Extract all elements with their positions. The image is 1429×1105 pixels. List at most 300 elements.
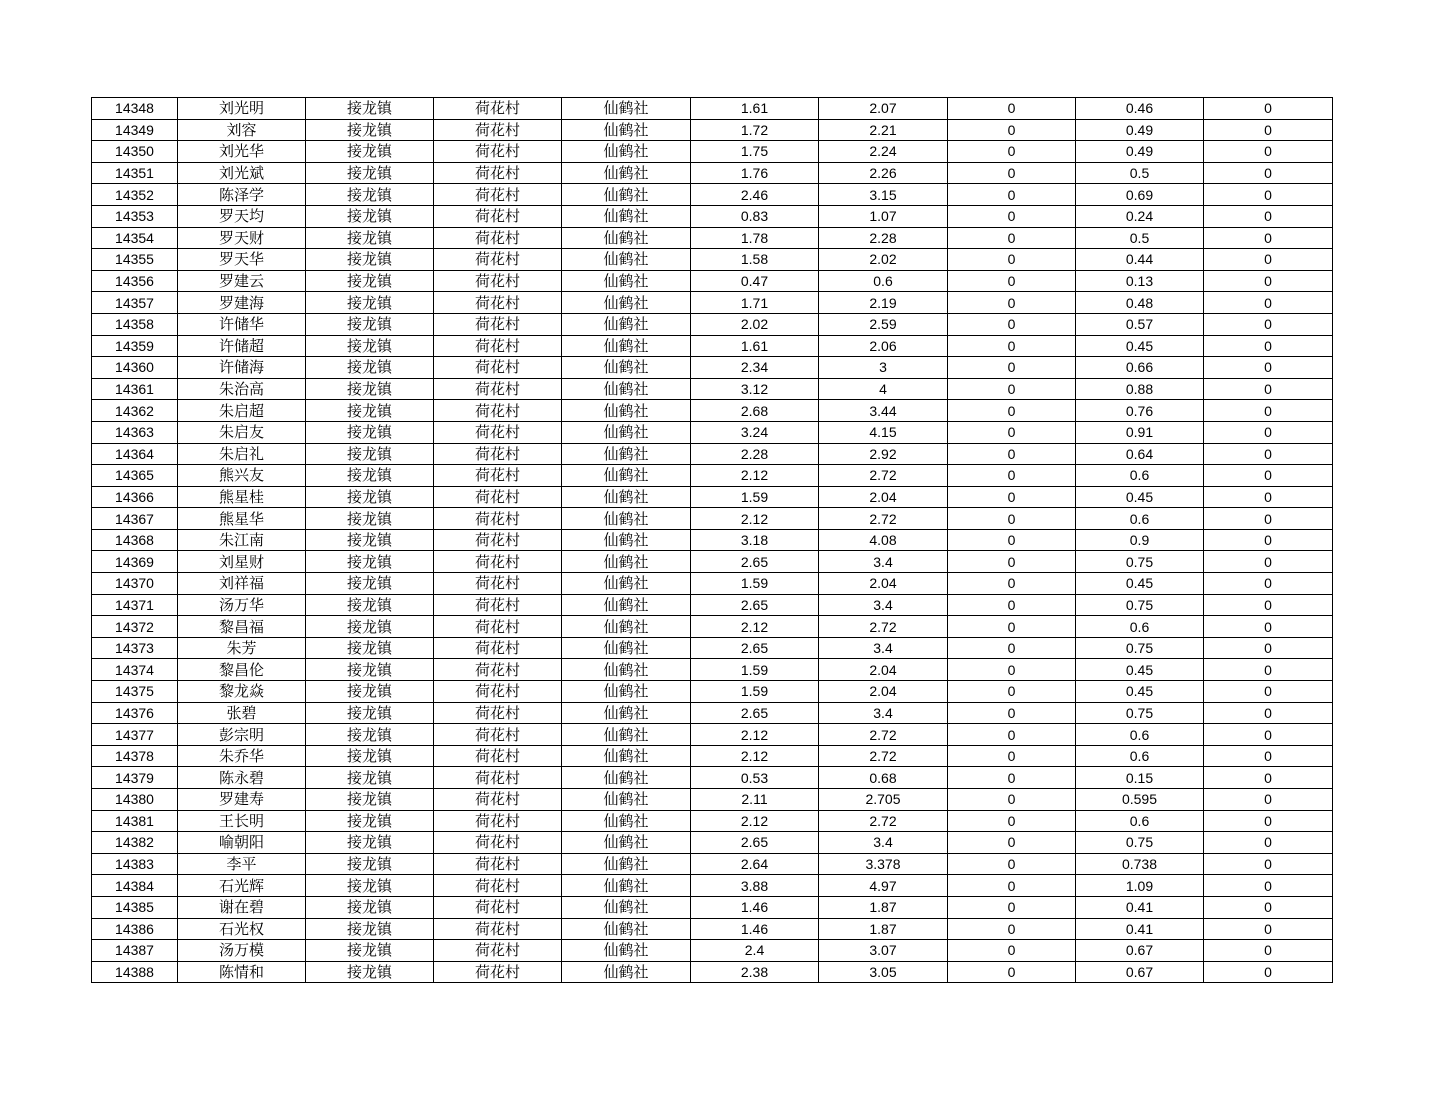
- town-cell: 接龙镇: [306, 421, 434, 443]
- value4-cell: 0.41: [1076, 918, 1204, 940]
- town-cell: 接龙镇: [306, 789, 434, 811]
- village-cell: 荷花村: [434, 313, 562, 335]
- value5-cell: 0: [1204, 961, 1333, 983]
- value2-cell: 2.04: [819, 659, 948, 681]
- village-cell: 荷花村: [434, 745, 562, 767]
- community-cell: 仙鹤社: [562, 940, 691, 962]
- name-cell: 熊星华: [178, 508, 306, 530]
- town-cell: 接龙镇: [306, 875, 434, 897]
- value3-cell: 0: [948, 313, 1076, 335]
- name-cell: 罗建寿: [178, 789, 306, 811]
- value2-cell: 4.08: [819, 529, 948, 551]
- table-row: [92, 637, 1333, 659]
- community-cell: 仙鹤社: [562, 486, 691, 508]
- village-cell: 荷花村: [434, 940, 562, 962]
- community-cell: 仙鹤社: [562, 659, 691, 681]
- town-cell: 接龙镇: [306, 162, 434, 184]
- community-cell: 仙鹤社: [562, 335, 691, 357]
- value5-cell: 0: [1204, 378, 1333, 400]
- value4-cell: 0.5: [1076, 162, 1204, 184]
- value3-cell: 0: [948, 573, 1076, 595]
- id-cell: 14361: [92, 378, 178, 400]
- value1-cell: 2.65: [691, 702, 819, 724]
- id-cell: 14372: [92, 616, 178, 638]
- table-row: [92, 508, 1333, 530]
- value4-cell: 0.45: [1076, 573, 1204, 595]
- value3-cell: 0: [948, 853, 1076, 875]
- value3-cell: 0: [948, 551, 1076, 573]
- table-row: [92, 270, 1333, 292]
- value1-cell: 2.65: [691, 637, 819, 659]
- value4-cell: 0.48: [1076, 292, 1204, 314]
- community-cell: 仙鹤社: [562, 810, 691, 832]
- id-cell: 14356: [92, 270, 178, 292]
- value5-cell: 0: [1204, 745, 1333, 767]
- value3-cell: 0: [948, 681, 1076, 703]
- id-cell: 14353: [92, 205, 178, 227]
- community-cell: 仙鹤社: [562, 594, 691, 616]
- value3-cell: 0: [948, 98, 1076, 120]
- value4-cell: 0.6: [1076, 810, 1204, 832]
- table-row: [92, 378, 1333, 400]
- value3-cell: 0: [948, 616, 1076, 638]
- village-cell: 荷花村: [434, 702, 562, 724]
- table-row: [92, 724, 1333, 746]
- value1-cell: 1.61: [691, 98, 819, 120]
- value5-cell: 0: [1204, 292, 1333, 314]
- value2-cell: 2.19: [819, 292, 948, 314]
- value4-cell: 0.57: [1076, 313, 1204, 335]
- town-cell: 接龙镇: [306, 249, 434, 271]
- value2-cell: 2.04: [819, 681, 948, 703]
- value4-cell: 0.6: [1076, 745, 1204, 767]
- value3-cell: 0: [948, 637, 1076, 659]
- value5-cell: 0: [1204, 789, 1333, 811]
- community-cell: 仙鹤社: [562, 357, 691, 379]
- value3-cell: 0: [948, 810, 1076, 832]
- value5-cell: 0: [1204, 637, 1333, 659]
- name-cell: 朱启礼: [178, 443, 306, 465]
- name-cell: 石光权: [178, 918, 306, 940]
- town-cell: 接龙镇: [306, 659, 434, 681]
- value5-cell: 0: [1204, 918, 1333, 940]
- id-cell: 14367: [92, 508, 178, 530]
- id-cell: 14373: [92, 637, 178, 659]
- community-cell: 仙鹤社: [562, 378, 691, 400]
- value5-cell: 0: [1204, 465, 1333, 487]
- value1-cell: 1.59: [691, 681, 819, 703]
- value4-cell: 0.76: [1076, 400, 1204, 422]
- value1-cell: 1.59: [691, 573, 819, 595]
- value3-cell: 0: [948, 508, 1076, 530]
- town-cell: 接龙镇: [306, 745, 434, 767]
- name-cell: 刘容: [178, 119, 306, 141]
- community-cell: 仙鹤社: [562, 637, 691, 659]
- id-cell: 14387: [92, 940, 178, 962]
- value2-cell: 2.07: [819, 98, 948, 120]
- table-row: [92, 875, 1333, 897]
- town-cell: 接龙镇: [306, 119, 434, 141]
- town-cell: 接龙镇: [306, 853, 434, 875]
- value2-cell: 3.4: [819, 702, 948, 724]
- table-row: [92, 896, 1333, 918]
- id-cell: 14388: [92, 961, 178, 983]
- table-row: [92, 292, 1333, 314]
- value2-cell: 2.705: [819, 789, 948, 811]
- id-cell: 14358: [92, 313, 178, 335]
- value2-cell: 2.72: [819, 724, 948, 746]
- id-cell: 14383: [92, 853, 178, 875]
- community-cell: 仙鹤社: [562, 832, 691, 854]
- name-cell: 刘祥福: [178, 573, 306, 595]
- town-cell: 接龙镇: [306, 292, 434, 314]
- value2-cell: 2.21: [819, 119, 948, 141]
- village-cell: 荷花村: [434, 184, 562, 206]
- id-cell: 14369: [92, 551, 178, 573]
- value5-cell: 0: [1204, 594, 1333, 616]
- name-cell: 黎龙焱: [178, 681, 306, 703]
- value5-cell: 0: [1204, 184, 1333, 206]
- value1-cell: 2.12: [691, 745, 819, 767]
- table-row: [92, 832, 1333, 854]
- village-cell: 荷花村: [434, 659, 562, 681]
- community-cell: 仙鹤社: [562, 745, 691, 767]
- value1-cell: 1.71: [691, 292, 819, 314]
- name-cell: 汤万华: [178, 594, 306, 616]
- value2-cell: 0.68: [819, 767, 948, 789]
- value5-cell: 0: [1204, 832, 1333, 854]
- town-cell: 接龙镇: [306, 184, 434, 206]
- value1-cell: 2.28: [691, 443, 819, 465]
- town-cell: 接龙镇: [306, 551, 434, 573]
- name-cell: 朱启超: [178, 400, 306, 422]
- town-cell: 接龙镇: [306, 486, 434, 508]
- name-cell: 熊星桂: [178, 486, 306, 508]
- community-cell: 仙鹤社: [562, 853, 691, 875]
- community-cell: 仙鹤社: [562, 702, 691, 724]
- value1-cell: 2.65: [691, 594, 819, 616]
- value4-cell: 0.45: [1076, 659, 1204, 681]
- value5-cell: 0: [1204, 357, 1333, 379]
- id-cell: 14375: [92, 681, 178, 703]
- table-row: [92, 551, 1333, 573]
- value3-cell: 0: [948, 357, 1076, 379]
- table-row: [92, 918, 1333, 940]
- value5-cell: 0: [1204, 335, 1333, 357]
- village-cell: 荷花村: [434, 529, 562, 551]
- value2-cell: 2.59: [819, 313, 948, 335]
- value1-cell: 0.53: [691, 767, 819, 789]
- town-cell: 接龙镇: [306, 702, 434, 724]
- value1-cell: 1.46: [691, 918, 819, 940]
- value4-cell: 0.45: [1076, 335, 1204, 357]
- community-cell: 仙鹤社: [562, 465, 691, 487]
- value2-cell: 3.07: [819, 940, 948, 962]
- value4-cell: 0.75: [1076, 702, 1204, 724]
- id-cell: 14377: [92, 724, 178, 746]
- value3-cell: 0: [948, 789, 1076, 811]
- value1-cell: 3.24: [691, 421, 819, 443]
- value4-cell: 0.595: [1076, 789, 1204, 811]
- value5-cell: 0: [1204, 249, 1333, 271]
- value3-cell: 0: [948, 486, 1076, 508]
- table-row: [92, 313, 1333, 335]
- table-row: [92, 745, 1333, 767]
- value5-cell: 0: [1204, 141, 1333, 163]
- town-cell: 接龙镇: [306, 573, 434, 595]
- value5-cell: 0: [1204, 270, 1333, 292]
- name-cell: 刘星财: [178, 551, 306, 573]
- village-cell: 荷花村: [434, 421, 562, 443]
- town-cell: 接龙镇: [306, 141, 434, 163]
- town-cell: 接龙镇: [306, 832, 434, 854]
- village-cell: 荷花村: [434, 832, 562, 854]
- id-cell: 14378: [92, 745, 178, 767]
- village-cell: 荷花村: [434, 400, 562, 422]
- village-cell: 荷花村: [434, 249, 562, 271]
- town-cell: 接龙镇: [306, 313, 434, 335]
- value3-cell: 0: [948, 205, 1076, 227]
- value4-cell: 0.41: [1076, 896, 1204, 918]
- id-cell: 14360: [92, 357, 178, 379]
- table-row: [92, 465, 1333, 487]
- name-cell: 刘光斌: [178, 162, 306, 184]
- id-cell: 14366: [92, 486, 178, 508]
- value2-cell: 1.87: [819, 918, 948, 940]
- value3-cell: 0: [948, 378, 1076, 400]
- value2-cell: 4.15: [819, 421, 948, 443]
- id-cell: 14354: [92, 227, 178, 249]
- name-cell: 朱乔华: [178, 745, 306, 767]
- id-cell: 14355: [92, 249, 178, 271]
- value1-cell: 1.59: [691, 659, 819, 681]
- village-cell: 荷花村: [434, 378, 562, 400]
- community-cell: 仙鹤社: [562, 681, 691, 703]
- value5-cell: 0: [1204, 98, 1333, 120]
- value4-cell: 0.67: [1076, 940, 1204, 962]
- name-cell: 朱江南: [178, 529, 306, 551]
- value5-cell: 0: [1204, 162, 1333, 184]
- value4-cell: 0.91: [1076, 421, 1204, 443]
- table-row: [92, 529, 1333, 551]
- community-cell: 仙鹤社: [562, 400, 691, 422]
- id-cell: 14363: [92, 421, 178, 443]
- id-cell: 14352: [92, 184, 178, 206]
- value2-cell: 3.05: [819, 961, 948, 983]
- community-cell: 仙鹤社: [562, 249, 691, 271]
- value5-cell: 0: [1204, 529, 1333, 551]
- value2-cell: 0.6: [819, 270, 948, 292]
- name-cell: 喻朝阳: [178, 832, 306, 854]
- name-cell: 罗天华: [178, 249, 306, 271]
- value1-cell: 2.11: [691, 789, 819, 811]
- value3-cell: 0: [948, 594, 1076, 616]
- community-cell: 仙鹤社: [562, 875, 691, 897]
- village-cell: 荷花村: [434, 918, 562, 940]
- village-cell: 荷花村: [434, 681, 562, 703]
- value2-cell: 3.378: [819, 853, 948, 875]
- name-cell: 刘光华: [178, 141, 306, 163]
- value4-cell: 0.46: [1076, 98, 1204, 120]
- table-row: [92, 400, 1333, 422]
- id-cell: 14359: [92, 335, 178, 357]
- value3-cell: 0: [948, 443, 1076, 465]
- value4-cell: 0.66: [1076, 357, 1204, 379]
- table-row: [92, 789, 1333, 811]
- value1-cell: 2.02: [691, 313, 819, 335]
- value4-cell: 0.45: [1076, 486, 1204, 508]
- name-cell: 李平: [178, 853, 306, 875]
- value2-cell: 3.44: [819, 400, 948, 422]
- table-row: [92, 659, 1333, 681]
- value4-cell: 0.6: [1076, 465, 1204, 487]
- value1-cell: 2.38: [691, 961, 819, 983]
- village-cell: 荷花村: [434, 227, 562, 249]
- community-cell: 仙鹤社: [562, 551, 691, 573]
- value4-cell: 0.69: [1076, 184, 1204, 206]
- value3-cell: 0: [948, 659, 1076, 681]
- value3-cell: 0: [948, 292, 1076, 314]
- value3-cell: 0: [948, 400, 1076, 422]
- value1-cell: 1.78: [691, 227, 819, 249]
- community-cell: 仙鹤社: [562, 162, 691, 184]
- value5-cell: 0: [1204, 616, 1333, 638]
- community-cell: 仙鹤社: [562, 443, 691, 465]
- table-row: [92, 421, 1333, 443]
- value3-cell: 0: [948, 227, 1076, 249]
- table-row: [92, 853, 1333, 875]
- value2-cell: 2.72: [819, 810, 948, 832]
- value2-cell: 4: [819, 378, 948, 400]
- id-cell: 14385: [92, 896, 178, 918]
- value4-cell: 0.88: [1076, 378, 1204, 400]
- name-cell: 罗天财: [178, 227, 306, 249]
- name-cell: 黎昌伦: [178, 659, 306, 681]
- village-cell: 荷花村: [434, 875, 562, 897]
- id-cell: 14349: [92, 119, 178, 141]
- name-cell: 许储海: [178, 357, 306, 379]
- town-cell: 接龙镇: [306, 681, 434, 703]
- town-cell: 接龙镇: [306, 810, 434, 832]
- value2-cell: 2.92: [819, 443, 948, 465]
- value5-cell: 0: [1204, 400, 1333, 422]
- table-row: [92, 357, 1333, 379]
- id-cell: 14351: [92, 162, 178, 184]
- value1-cell: 3.12: [691, 378, 819, 400]
- value2-cell: 2.02: [819, 249, 948, 271]
- community-cell: 仙鹤社: [562, 141, 691, 163]
- village-cell: 荷花村: [434, 98, 562, 120]
- value2-cell: 1.87: [819, 896, 948, 918]
- town-cell: 接龙镇: [306, 378, 434, 400]
- town-cell: 接龙镇: [306, 616, 434, 638]
- value4-cell: 1.09: [1076, 875, 1204, 897]
- value1-cell: 1.76: [691, 162, 819, 184]
- table-row: [92, 162, 1333, 184]
- value3-cell: 0: [948, 529, 1076, 551]
- town-cell: 接龙镇: [306, 357, 434, 379]
- value4-cell: 0.9: [1076, 529, 1204, 551]
- name-cell: 许储华: [178, 313, 306, 335]
- id-cell: 14357: [92, 292, 178, 314]
- village-cell: 荷花村: [434, 270, 562, 292]
- town-cell: 接龙镇: [306, 767, 434, 789]
- town-cell: 接龙镇: [306, 961, 434, 983]
- value1-cell: 3.88: [691, 875, 819, 897]
- value4-cell: 0.64: [1076, 443, 1204, 465]
- town-cell: 接龙镇: [306, 724, 434, 746]
- table-row: [92, 335, 1333, 357]
- value5-cell: 0: [1204, 508, 1333, 530]
- value4-cell: 0.6: [1076, 616, 1204, 638]
- value2-cell: 3.4: [819, 637, 948, 659]
- name-cell: 许储超: [178, 335, 306, 357]
- village-cell: 荷花村: [434, 767, 562, 789]
- town-cell: 接龙镇: [306, 508, 434, 530]
- value1-cell: 2.65: [691, 551, 819, 573]
- community-cell: 仙鹤社: [562, 508, 691, 530]
- name-cell: 汤万模: [178, 940, 306, 962]
- value5-cell: 0: [1204, 681, 1333, 703]
- name-cell: 谢在碧: [178, 896, 306, 918]
- value4-cell: 0.5: [1076, 227, 1204, 249]
- value2-cell: 2.72: [819, 616, 948, 638]
- value2-cell: 2.04: [819, 573, 948, 595]
- id-cell: 14386: [92, 918, 178, 940]
- value1-cell: 2.12: [691, 465, 819, 487]
- community-cell: 仙鹤社: [562, 896, 691, 918]
- value2-cell: 3.4: [819, 551, 948, 573]
- village-cell: 荷花村: [434, 335, 562, 357]
- value3-cell: 0: [948, 249, 1076, 271]
- community-cell: 仙鹤社: [562, 918, 691, 940]
- value3-cell: 0: [948, 832, 1076, 854]
- village-cell: 荷花村: [434, 508, 562, 530]
- name-cell: 黎昌福: [178, 616, 306, 638]
- value3-cell: 0: [948, 162, 1076, 184]
- value5-cell: 0: [1204, 573, 1333, 595]
- community-cell: 仙鹤社: [562, 421, 691, 443]
- value3-cell: 0: [948, 745, 1076, 767]
- value1-cell: 2.46: [691, 184, 819, 206]
- name-cell: 石光辉: [178, 875, 306, 897]
- value2-cell: 3.4: [819, 594, 948, 616]
- village-cell: 荷花村: [434, 810, 562, 832]
- value1-cell: 1.46: [691, 896, 819, 918]
- village-cell: 荷花村: [434, 551, 562, 573]
- village-cell: 荷花村: [434, 961, 562, 983]
- community-cell: 仙鹤社: [562, 724, 691, 746]
- name-cell: 王长明: [178, 810, 306, 832]
- community-cell: 仙鹤社: [562, 961, 691, 983]
- value1-cell: 2.12: [691, 724, 819, 746]
- name-cell: 罗建云: [178, 270, 306, 292]
- value4-cell: 0.738: [1076, 853, 1204, 875]
- value4-cell: 0.67: [1076, 961, 1204, 983]
- village-cell: 荷花村: [434, 616, 562, 638]
- value1-cell: 1.75: [691, 141, 819, 163]
- value4-cell: 0.44: [1076, 249, 1204, 271]
- value5-cell: 0: [1204, 227, 1333, 249]
- value3-cell: 0: [948, 141, 1076, 163]
- town-cell: 接龙镇: [306, 896, 434, 918]
- value2-cell: 2.24: [819, 141, 948, 163]
- table-row: [92, 184, 1333, 206]
- table-row: [92, 810, 1333, 832]
- value1-cell: 2.12: [691, 616, 819, 638]
- village-cell: 荷花村: [434, 292, 562, 314]
- value4-cell: 0.75: [1076, 832, 1204, 854]
